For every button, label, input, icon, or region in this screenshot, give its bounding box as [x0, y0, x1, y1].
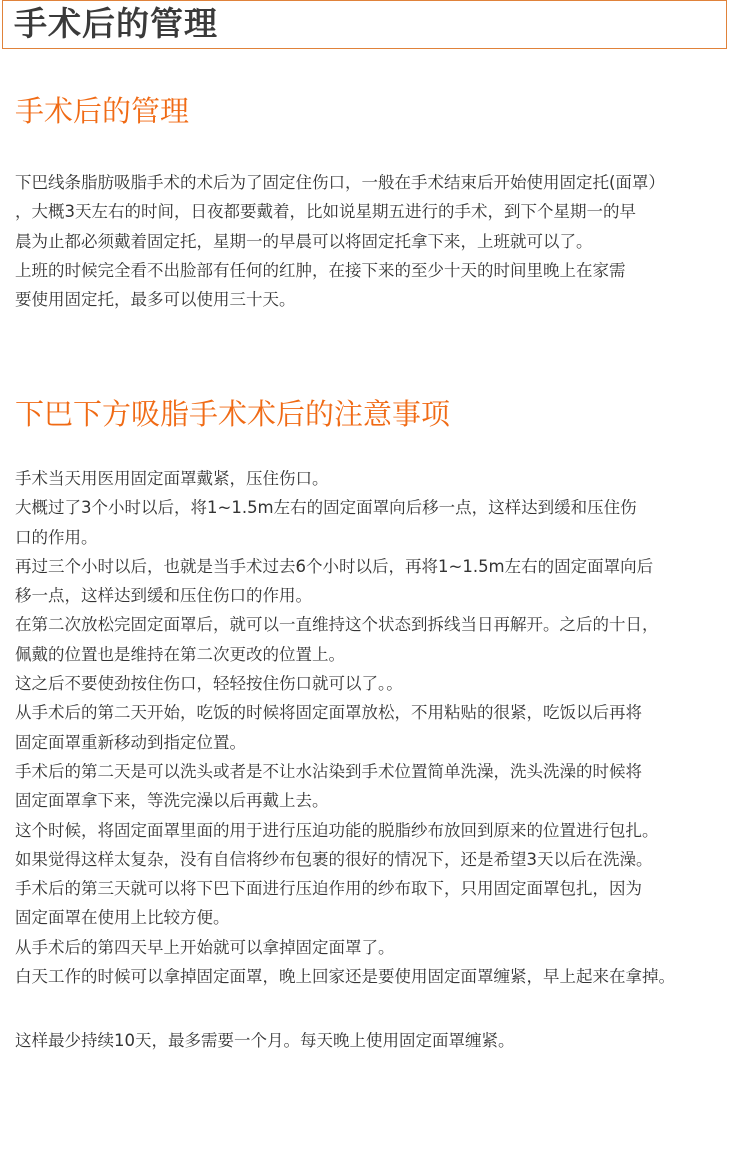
- text-line: 手术当天用医用固定面罩戴紧，压住伤口。: [15, 469, 329, 488]
- page-title: 手术后的管理: [14, 4, 218, 43]
- text-line: 这样最少持续10天，最多需要一个月。每天晚上使用固定面罩缠紧。: [15, 1031, 515, 1050]
- text-line: ，大概3天左右的时间，日夜都要戴着，比如说星期五进行的手术，到下个星期一的早: [15, 202, 636, 222]
- text-line: 白天工作的时候可以拿掉固定面罩，晚上回家还是要使用固定面罩缠紧，早上起来在拿掉。: [15, 967, 675, 987]
- text-line: 晨为止都必须戴着固定托，星期一的早晨可以将固定托拿下来，上班就可以了。: [15, 231, 593, 251]
- text-line: 口的作用。: [15, 527, 98, 547]
- text-line: 这个时候，将固定面罩里面的用于进行压迫功能的脱脂纱布放回到原来的位置进行包扎。: [15, 820, 659, 840]
- text-line: 上班的时候完全看不出脸部有任何的红肿，在接下来的至少十天的时间里晚上在家需: [15, 260, 626, 280]
- text-line: 从手术后的第四天早上开始就可以拿掉固定面罩了。: [15, 937, 395, 957]
- text-line: 移一点，这样达到缓和压住伤口的作用。: [15, 586, 312, 606]
- text-line: 在第二次放松完固定面罩后，就可以一直维持这个状态到拆线当日再解开。之后的十日，: [15, 615, 659, 635]
- text-line: 如果觉得这样太复杂，没有自信将纱布包裹的很好的情况下，还是希望3天以后在洗澡。: [15, 849, 653, 869]
- text-line: 这之后不要使劲按住伤口，轻轻按住伤口就可以了。。: [15, 674, 403, 694]
- text-line: 佩戴的位置也是维持在第二次更改的位置上。: [15, 644, 345, 664]
- text-line: 要使用固定托，最多可以使用三十天。: [15, 290, 296, 310]
- text-line: 固定面罩拿下来，等洗完澡以后再戴上去。: [15, 791, 329, 811]
- text-line: 大概过了3个小时以后，将1~1.5m左右的固定面罩向后移一点，这样达到缓和压住伤: [15, 498, 637, 518]
- section-title-precautions: 下巴下方吸脂手术术后的注意事项: [15, 397, 451, 431]
- closing-paragraph: [15, 1026, 730, 1055]
- management-paragraph: [15, 168, 730, 314]
- text-line: 再过三个小时以后，也就是当手术过去6个小时以后，再将1~1.5m左右的固定面罩向后: [15, 556, 654, 576]
- text-line: 固定面罩在使用上比较方便。: [15, 908, 230, 928]
- precautions-paragraph: [15, 464, 730, 991]
- text-line: 手术后的第二天是可以洗头或者是不让水沾染到手术位置简单洗澡，洗头洗澡的时候将: [15, 761, 642, 781]
- text-line: 从手术后的第二天开始，吃饭的时候将固定面罩放松，不用粘贴的很紧，吃饭以后再将: [15, 703, 642, 723]
- section-title-management: 手术后的管理: [15, 94, 190, 128]
- text-line: 下巴线条脂肪吸脂手术的术后为了固定住伤口，一般在手术结束后开始使用固定托(面罩）: [15, 173, 665, 192]
- text-line: 手术后的第三天就可以将下巴下面进行压迫作用的纱布取下，只用固定面罩包扎，因为: [15, 879, 642, 899]
- text-line: 固定面罩重新移动到指定位置。: [15, 732, 246, 752]
